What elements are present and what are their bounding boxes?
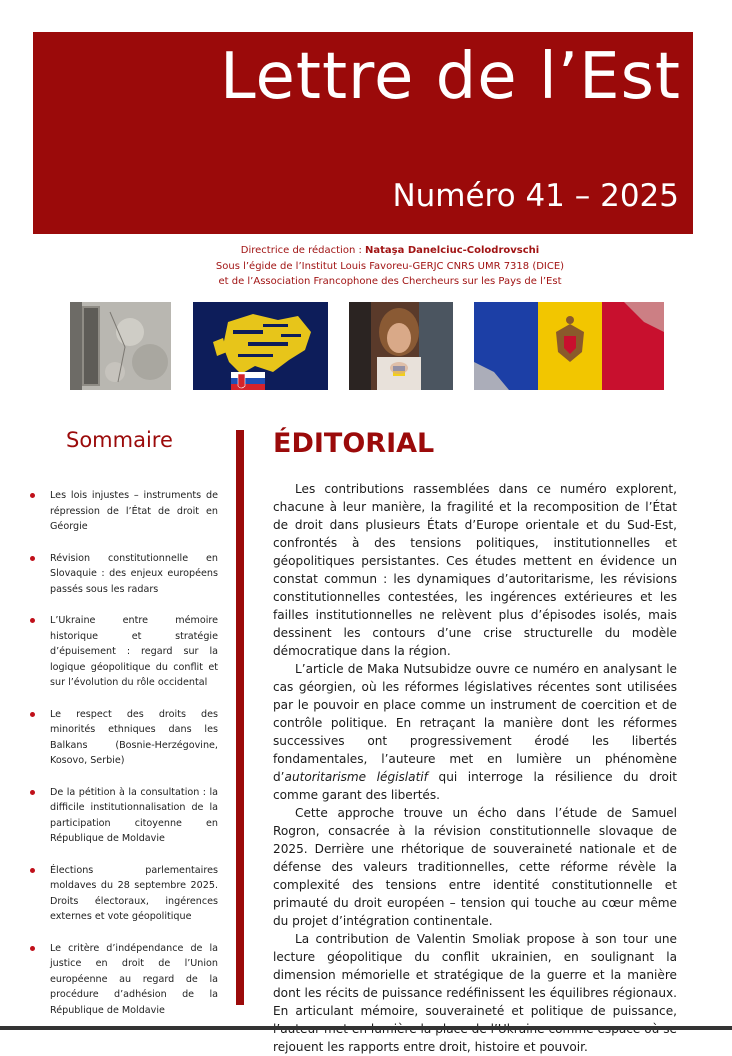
toc-item[interactable] [30,613,218,691]
table-of-contents [30,488,218,1034]
girl-photo-art [349,302,453,390]
editorial-text: qui interroge la résilience du droit comme garant des libertés. [273,770,677,802]
editor-name: Nataşa Danelciuc-Colodrovschi [365,245,540,256]
editorial-text: L’article de Maka Nutsubidze ouvre ce numéro en analysant le cas géorgien, où les réformes législatives récentes sont utilisées par le pouvoir en place comme un instrument de coercition et de contrôle politique. En retraçant la manière dont les réformes successives ont progressivement érodé les libertés fondamentales, l’auteure met en lumière un phénomène d’ [273,662,677,784]
editorial-emphasis: autoritarisme législatif [284,770,428,784]
editor-line [150,243,630,258]
moldova-flag-wall [474,302,664,390]
toc-item-label: Le respect des droits des minorités ethniques dans les Balkans (Bosnie-Herzégovine, Kosovo, Serbie) [50,708,218,766]
toc-item-label: Le critère d’indépendance de la justice en droit de l’Union européenne au regard de la procédure d’adhésion de la République de Moldavie [50,942,218,1016]
issue-number: Numéro 41 – 2025 [392,178,679,214]
ukrainian-girl-photo [349,302,453,390]
bullet-icon [30,946,35,951]
association-line: et de l’Association Francophone des Chercheurs sur les Pays de l’Est [218,276,562,287]
editorial-paragraph: La contribution de Valentin Smoliak propose à son tour une lecture géopolitique du conflit ukrainien, en soulignant la dimension mémorielle et stratégique de la guerre et la manière dont les récits de puissance redéfinissent les équilibres régionaux. En articulant mémoire, souveraineté et politique de puissance, rejouent les rapports entre droit, histoire et pouvoir. [273,932,677,1054]
wall-photo-art [70,302,171,390]
toc-item[interactable] [30,785,218,847]
toc-item[interactable] [30,551,218,598]
editorial-paragraph: Les contributions rassemblées dans ce numéro explorent, chacune à leur manière, la fragilité et la recomposition de l’État de droit dans plusieurs États d’Europe orientale et du Sud-Est, confrontés à des tensions politiques, institutionnelles et géopolitiques persistantes. Ces études mettent en évidence un constat commun : les dynamiques d’autoritarisme, les révisions constitutionnelles contestées, les ingérences extérieures et les failles institutionnelles ne relèvent plus d’épisodes isolés, mais dessinent les contours d’une crise structurelle du modèle démocratique dans la région. [273,482,677,658]
toc-item[interactable] [30,863,218,925]
institute-line: Sous l’égide de l’Institut Louis Favoreu-GERJC CNRS UMR 7318 (DICE) [215,261,565,272]
bullet-icon [30,618,35,623]
page-bottom-edge [0,1026,732,1030]
toc-item-label: Élections parlementaires moldaves du 28 septembre 2025. Droits électoraux, ingérences externes et vote géopolitique [50,864,218,922]
toc-item-label: Les lois injustes – instruments de répression de l’État de droit en Géorgie [50,490,218,532]
bullet-icon [30,556,35,561]
bullet-icon [30,868,35,873]
europe-map-art [193,302,328,390]
bullet-icon [30,493,35,498]
editorial-paragraph: Cette approche trouve un écho dans l’étude de Samuel Rogron, consacrée à la révision constitutionnelle slovaque de 2025. Derrière une rhétorique de souveraineté nationale et de défense des valeurs traditionnelles, cette réforme révèle la complexité des tensions entre identité constitutionnelle et primauté du droit européen – tension qui touche au cœur même du projet d’intégration continentale. [273,806,677,928]
bullet-icon [30,712,35,717]
newsletter-title: Lettre de l’Est [219,40,681,114]
editor-label: Directrice de rédaction : [240,245,366,256]
toc-item[interactable] [30,941,218,1019]
toc-item[interactable] [30,488,218,535]
wall-photo [70,302,171,390]
title-banner [33,32,693,234]
toc-title: Sommaire [66,428,173,452]
toc-item[interactable] [30,707,218,769]
moldova-flag-art [474,302,664,390]
toc-item-label: L’Ukraine entre mémoire historique et stratégie d’épuisement : regard sur la logique géopolitique du conflit et sur l’évolution du rôle occidental [50,615,218,688]
editorial-body [273,480,677,1056]
europe-wordcloud-map [193,302,328,390]
toc-item-label: De la pétition à la consultation : la difficile institutionnalisation de la participation citoyenne en République de Moldavie [50,786,218,844]
bullet-icon [30,790,35,795]
column-divider [236,430,244,1005]
editorial-paragraph [273,660,677,804]
toc-item-label: Révision constitutionnelle en Slovaquie : des enjeux européens passés sous les radars [50,552,218,595]
editorial-title: ÉDITORIAL [273,428,435,459]
